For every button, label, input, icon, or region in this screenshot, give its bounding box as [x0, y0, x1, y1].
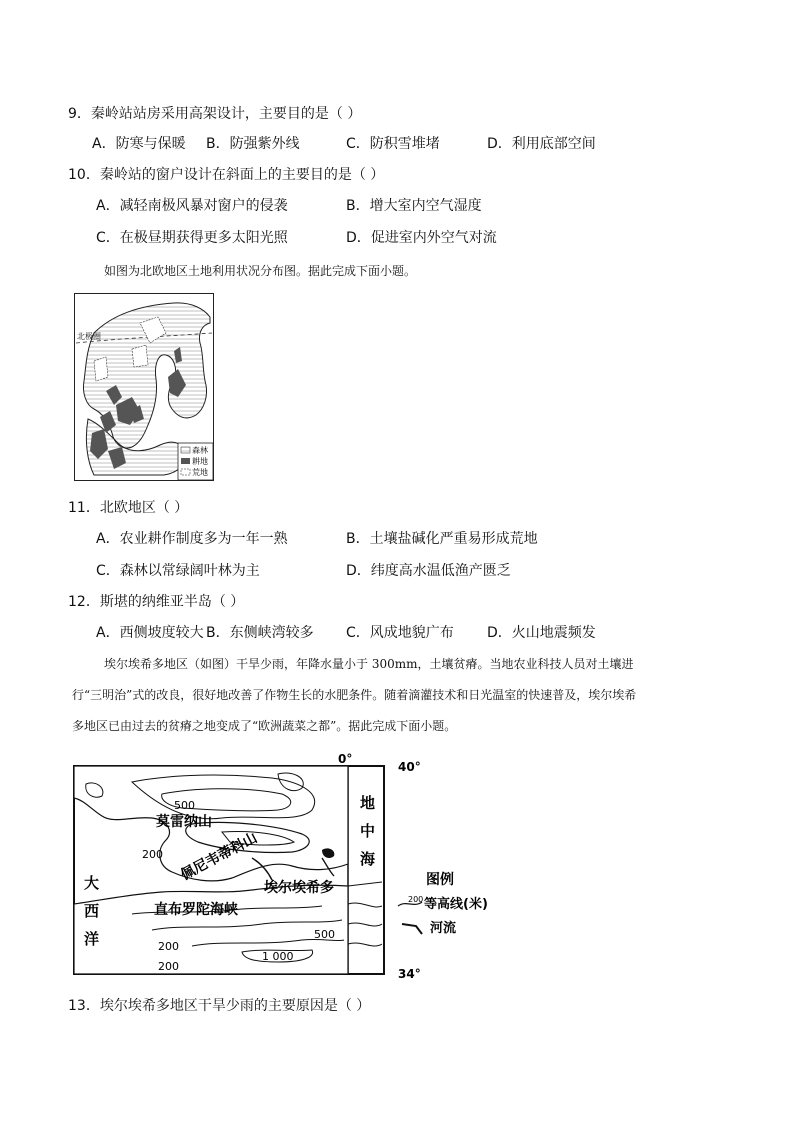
sea-char-3: 海	[360, 850, 376, 868]
q10-stem: 10．秦岭站的窗户设计在斜面上的主要目的是（ ）	[68, 167, 385, 183]
q13-stem: 13．埃尔埃希多地区干旱少雨的主要原因是（ ）	[68, 998, 371, 1014]
q12-option-a: A．西侧坡度较大	[96, 625, 204, 641]
ocean-char-2: 西	[84, 902, 100, 920]
arctic-circle-label: 北极圈	[77, 332, 101, 341]
q11-option-c: C．森林以常绿阔叶林为主	[96, 563, 260, 579]
sea-char-2: 中	[360, 822, 376, 840]
q11-option-d: D．纬度高水温低渔产匮乏	[346, 563, 511, 579]
river-legend-symbol	[402, 924, 422, 934]
q11-option-a: A．农业耕作制度多为一年一熟	[96, 531, 288, 547]
town-el-ejido-label: 埃尔埃希多	[264, 880, 334, 896]
mountain-penibetica-label: 佩尼韦蒂科山	[178, 829, 261, 884]
q9-option-b: B．防强紫外线	[206, 136, 300, 152]
legend-cropland: 耕地	[192, 457, 208, 466]
q12-stem: 12．斯堪的纳维亚半岛（ ）	[68, 594, 245, 610]
lat-top-label: 40°	[398, 760, 421, 774]
legend-contour-label: 等高线(米)	[424, 897, 488, 912]
passage-2-line-1: 埃尔埃希多地区（如图）干旱少雨，年降水量小于 300mm，土壤贫瘠。当地农业科技人员对土壤进	[104, 657, 634, 671]
meridian-label: 0°	[338, 752, 353, 766]
q9-stem: 9．秦岭站站房采用高架设计，主要目的是（ ）	[68, 106, 362, 122]
q9-option-d: D．利用底部空间	[487, 136, 596, 152]
q9-option-c: C．防积雪堆堵	[346, 136, 440, 152]
ocean-char-1: 大	[84, 874, 100, 892]
q12-option-b: B．东侧峡湾较多	[206, 625, 314, 641]
contour-200-north-label: 200	[142, 848, 163, 861]
strait-gibraltar-label: 直布罗陀海峡	[154, 902, 238, 918]
contour-1000-label: 1 000	[262, 950, 294, 963]
passage-2-line-3: 多地区已由过去的贫瘠之地变成了“欧洲蔬菜之都”。据此完成下面小题。	[72, 719, 457, 733]
q10-option-b: B．增大室内空气湿度	[346, 198, 482, 214]
wasteland-legend-swatch	[181, 469, 190, 475]
contour-500-south-label: 500	[314, 928, 335, 941]
passage-1: 如图为北欧地区土地利用状况分布图。据此完成下面小题。	[104, 264, 417, 278]
legend-wasteland: 荒地	[192, 468, 208, 477]
q10-option-c: C．在极昼期获得更多太阳光照	[96, 230, 288, 246]
northern-europe-land-use-map	[74, 293, 214, 481]
legend-contour-value: 200	[408, 895, 424, 904]
q12-option-d: D．火山地震频发	[487, 625, 596, 641]
contour-500-north-label: 500	[174, 799, 195, 812]
mountain-morena-label: 莫雷纳山	[156, 814, 212, 830]
lat-bottom-label: 34°	[398, 967, 421, 981]
legend-title: 图例	[426, 872, 454, 888]
q10-option-a: A．减轻南极风暴对窗户的侵袭	[96, 198, 288, 214]
q9-option-a: A．防寒与保暖	[92, 136, 186, 152]
q10-option-d: D．促进室内外空气对流	[346, 230, 497, 246]
sea-char-1: 地	[360, 794, 376, 812]
ocean-char-3: 洋	[84, 930, 100, 948]
legend-river-label: 河流	[430, 921, 457, 936]
legend-forest: 森林	[192, 446, 208, 455]
cropland-legend-swatch	[181, 458, 190, 464]
el-ejido-region-map	[72, 752, 488, 981]
q11-option-b: B．土壤盐碱化严重易形成荒地	[346, 531, 538, 547]
passage-2-line-2: 行“三明治”式的改良，很好地改善了作物生长的水肥条件。随着滴灌技术和日光温室的快速普及，埃尔埃希	[72, 688, 637, 702]
contour-200-south-label-1: 200	[158, 940, 179, 953]
contour-200-south-label-2: 200	[158, 960, 179, 973]
q12-option-c: C．风成地貌广布	[346, 625, 454, 641]
forest-legend-swatch	[181, 447, 190, 453]
q11-stem: 11．北欧地区（ ）	[68, 500, 189, 516]
